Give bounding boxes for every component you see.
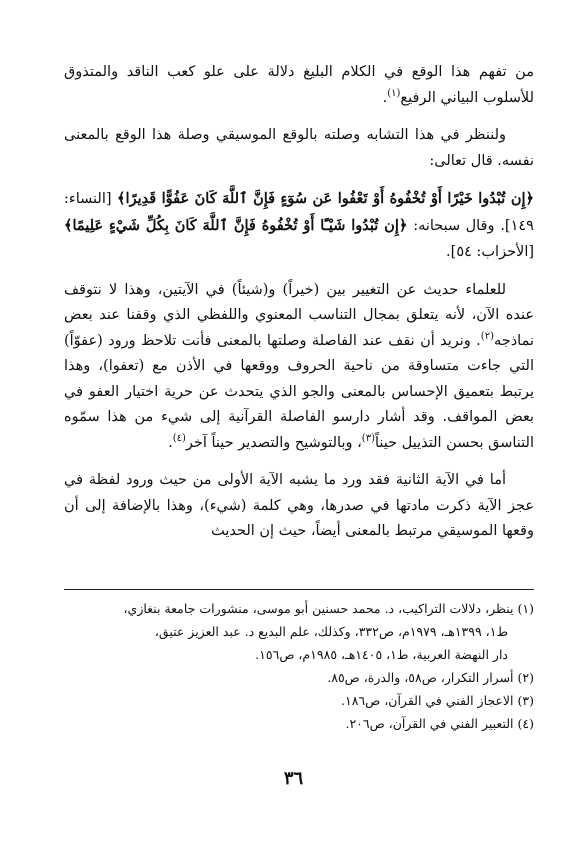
footnote-4-text: التعبير الفني في القرآن، ص٢٠٦.	[345, 716, 514, 731]
paragraph-3-text-4: .	[168, 434, 173, 451]
quran-verse-1-ref: [النساء: ١٤٩].	[64, 191, 534, 234]
footnote-ref-3[interactable]: (٣)	[361, 432, 375, 444]
paragraph-3-text-2: . ونريد أن نقف عند الفاصلة وصلتها بالمعنى فأنت تلاحظ ورود (عفوّاً) التي جاءت متساوقة من ناحية الحروف ووقعها في الأذن مع (تعفوا)، وهذا يرتبط بتعميق الإحساس بالمعنى والجو الذي يتحدث عن حرية اختيار العفو في بعض المواقف. وقد أشار دارسو الفاصلة القرآنية إلى شيء من هذا سمّوه التناسق بحسن التذييل حيناً	[64, 332, 534, 451]
paragraph-2-text: ولننظر في هذا التشابه وصلته بالوقع الموسيقي وصلة هذا الوقع بالمعنى نفسه. قال تعالى:	[64, 127, 534, 169]
paragraph-4	[64, 468, 534, 545]
paragraph-4-text: أما في الآية الثانية فقد ورد ما يشبه الآية الأولى من حيث ورود لفظة في عجز الآية ذكرت مادتها في صدرها، وهي كلمة (شيء)، وهذا بالإضافة إلى أن وقعها الموسيقي مرتبط بالمعنى أيضاً، حيث إن الحديث	[64, 472, 534, 539]
paragraph-1-tail: .	[382, 89, 388, 106]
paragraph-1-text: من تفهم هذا الوقع في الكلام البليغ دلالة على علو كعب الناقد والمتذوق للأسلوب البياني الرفيع	[64, 64, 534, 106]
quran-verse-2: ﴿إِن تُبْدُوا شَيْـًٔا أَوْ تُخْفُوهُ فَإِنَّ ٱللَّهَ كَانَ بِكُلِّ شَيْءٍ عَلِيمًا﴾	[64, 216, 408, 234]
footnote-1	[64, 597, 534, 620]
page-number: ٣٦	[283, 768, 304, 789]
footnote-2-number: (٢)	[517, 670, 534, 685]
footnote-1-line-1: ينظر، دلالات التراكيب، د. محمد حسنين أبو موسى، منشورات جامعة بنغازي،	[123, 601, 514, 616]
paragraph-3-text: للعلماء حديث عن التغيير بين (خيراً) و(شيئاً) في الآيتين، وهذا لا نتوقف عنده الآن، لأنه يتعلق بمجال التناسب المعنوي واللفظي الذي وقفنا عند بعض نماذجه	[64, 281, 534, 349]
quran-verse-1: ﴿إِن تُبْدُوا خَيْرًا أَوْ تُخْفُوهُ أَوْ تَعْفُوا عَن سُوٓءٍ فَإِنَّ ٱللَّهَ كَانَ عَفُوًّا قَدِيرًا﴾	[117, 190, 534, 207]
footnote-3-text: الاعجاز الفني في القرآن، ص١٨٦.	[341, 693, 514, 708]
paragraph-1	[64, 60, 534, 111]
footnote-3-number: (٣)	[517, 693, 534, 708]
paragraph-3	[64, 278, 534, 457]
paragraph-3-text-3: ، وبالتوشيح والتصدير حيناً آخر	[185, 434, 362, 451]
footnote-2	[64, 666, 534, 689]
footnote-ref-4[interactable]: (٤)	[172, 432, 186, 444]
footnote-1-continuation-1	[64, 620, 534, 643]
paragraph-2	[64, 123, 534, 174]
quran-connector: وقال سبحانه:	[413, 217, 495, 234]
footnotes	[64, 597, 534, 735]
footnote-ref-1[interactable]: (١)	[387, 87, 401, 99]
footnote-3	[64, 689, 534, 712]
footnote-1-line-3: دار النهضة العربية، ط١، ١٤٠٥هـ، ١٩٨٥م، ص١٥٦.	[255, 647, 508, 662]
footnote-4-number: (٤)	[517, 716, 534, 731]
quran-verse-2-ref: [الأحزاب: ٥٤].	[446, 244, 534, 260]
footnote-1-line-2: ط١، ١٣٩٩هـ، ١٩٧٩م، ص٣٣٢، وكذلك، علم البديع د. عبد العزيز عتيق،	[154, 624, 508, 639]
footnote-4	[64, 712, 534, 735]
footnote-divider	[64, 589, 534, 590]
quran-block	[64, 186, 534, 266]
footnote-1-continuation-2	[64, 643, 534, 666]
footnote-2-text: أسرار التكرار، ص٥٨، والدرة، ص٨٥.	[327, 670, 514, 685]
footnote-ref-2[interactable]: (٢)	[480, 330, 494, 342]
footnote-1-number: (١)	[517, 601, 534, 616]
page-body	[64, 60, 534, 557]
